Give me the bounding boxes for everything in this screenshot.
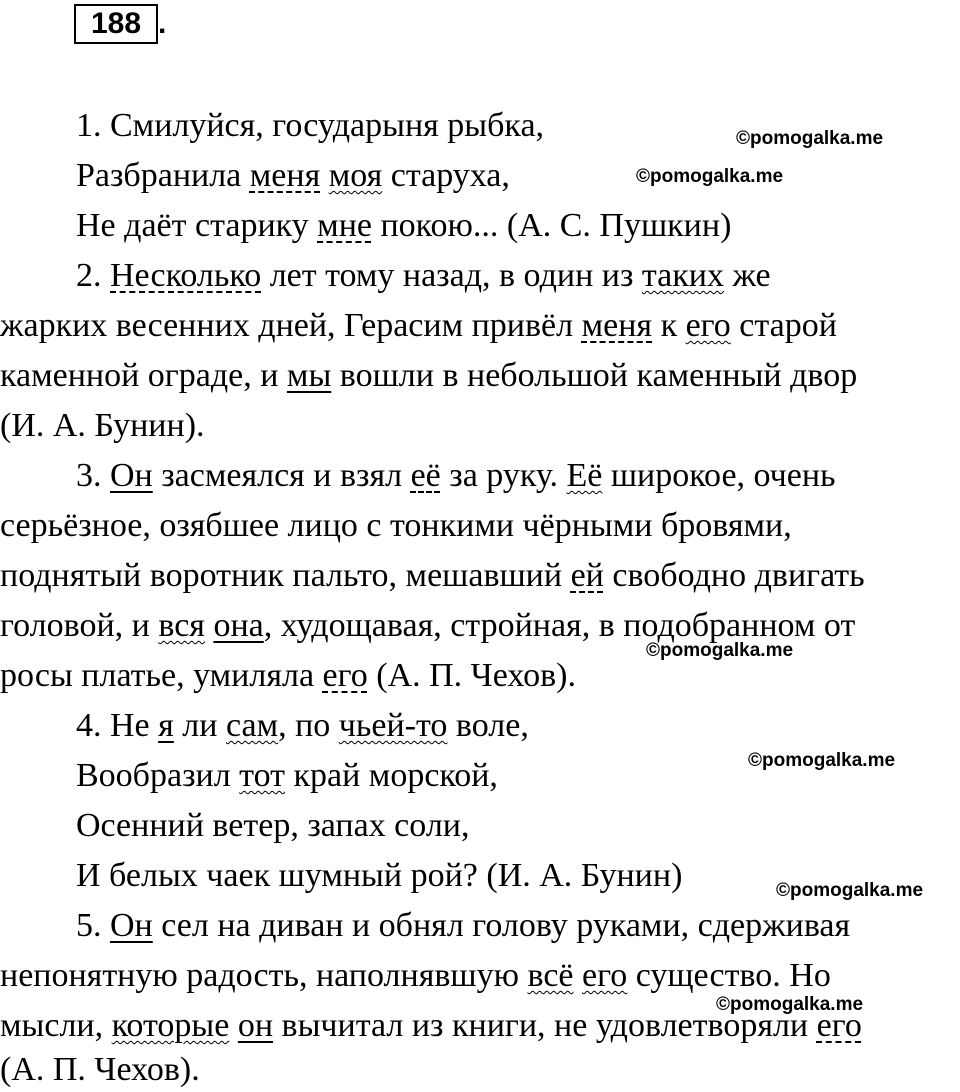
text-line-13: 4. Не я ли сам, по чьей-то воле, xyxy=(76,707,529,744)
text-line-1: 1. Смилуйся, государыня рыбка, xyxy=(76,107,545,144)
text-line-6: каменной ограде, и мы вошли в небольшой каменный двор xyxy=(0,357,858,394)
text-line-10: поднятый воротник пальто, мешавший ей свободно двигать xyxy=(0,557,865,594)
text-line-2: Разбранила меня моя старуха, xyxy=(76,157,510,194)
text-line-11: головой, и вся она, худощавая, стройная, в подобранном от xyxy=(0,607,856,644)
text-line-9: серьёзное, озябшее лицо с тонкими чёрными бровями, xyxy=(0,507,792,544)
text-line-5: жарких весенних дней, Герасим привёл меня к его старой xyxy=(0,307,837,344)
watermark: ©pomogalka.me xyxy=(776,880,924,901)
exercise-number-dot: . xyxy=(158,7,167,40)
text-line-17: 5. Он сел на диван и обнял голову руками, сдерживая xyxy=(76,907,851,944)
text-line-8: 3. Он засмеялся и взял её за руку. Её широкое, очень xyxy=(76,457,836,494)
text-line-14: Вообразил тот край морской, xyxy=(76,757,498,794)
text-line-20: (А. П. Чехов). xyxy=(0,1051,200,1088)
watermark: ©pomogalka.me xyxy=(716,994,864,1015)
watermark: ©pomogalka.me xyxy=(646,640,794,661)
watermark: ©pomogalka.me xyxy=(736,128,884,149)
exercise-number: 188 xyxy=(74,4,158,44)
text-line-19: мысли, которые он вычитал из книги, не удовлетворяли его xyxy=(0,1007,862,1044)
text-line-7: (И. А. Бунин). xyxy=(0,407,205,444)
text-line-3: Не даёт старику мне покою... (А. С. Пушкин) xyxy=(76,207,732,244)
text-line-18: непонятную радость, наполнявшую всё его существо. Но xyxy=(0,957,831,994)
watermark: ©pomogalka.me xyxy=(636,166,784,187)
text-line-12: росы платье, умиляла его (А. П. Чехов). xyxy=(0,657,576,694)
watermark: ©pomogalka.me xyxy=(748,750,896,771)
text-line-15: Осенний ветер, запах соли, xyxy=(76,807,470,844)
text-line-4: 2. Несколько лет тому назад, в один из таких же xyxy=(76,257,771,294)
text-line-16: И белых чаек шумный рой? (И. А. Бунин) xyxy=(76,857,683,894)
